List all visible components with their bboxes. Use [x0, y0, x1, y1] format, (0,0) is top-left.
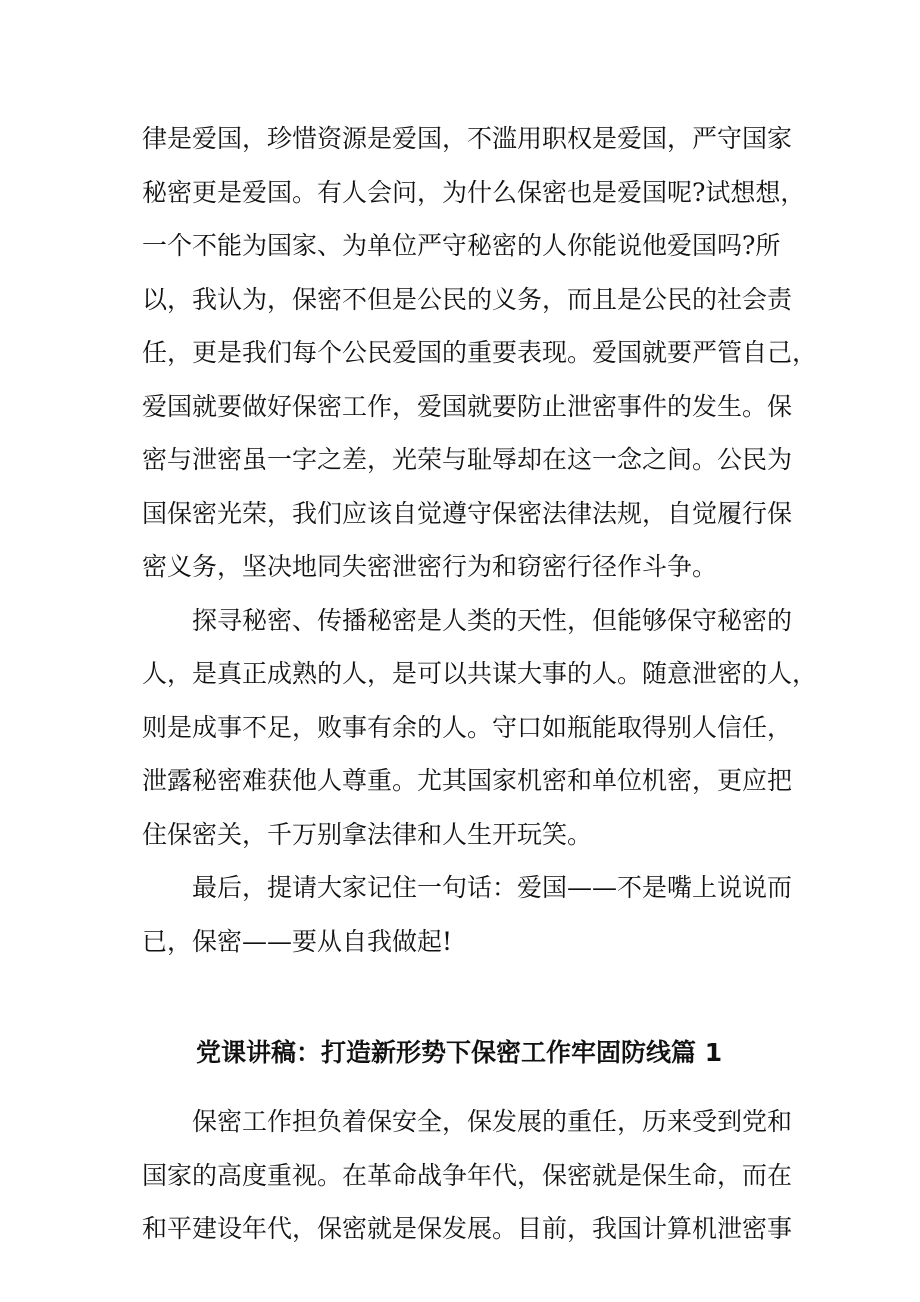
- text-line: 以，我认为，保密不但是公民的义务，而且是公民的社会责: [142, 284, 793, 314]
- text-line: 最后，提请大家记住一句话：爱国——不是嘴上说说而: [192, 873, 793, 902]
- text-line: 保密工作担负着保安全，保发展的重任，历来受到党和: [192, 1107, 793, 1136]
- text-line: 律是爱国，珍惜资源是爱国，不滥用职权是爱国，严守国家: [142, 124, 793, 153]
- text-line: 则是成事不足，败事有余的人。守口如瓶能取得别人信任，: [142, 712, 793, 742]
- text-line: 人，是真正成熟的人，是可以共谋大事的人。随意泄密的人，: [142, 659, 818, 688]
- paragraph-keeping-secrets: [142, 594, 818, 862]
- text-line: 国保密光荣，我们应该自觉遵守保密法律法规，自觉履行保: [142, 498, 793, 528]
- paragraph-closing: [142, 861, 793, 968]
- text-line: 泄露秘密难获他人尊重。尤其国家机密和单位机密，更应把: [142, 766, 793, 795]
- text-line: 密义务，坚决地同失密泄密行为和窃密行径作斗争。: [142, 552, 718, 581]
- section-heading: 党课讲稿：打造新形势下保密工作牢固防线篇 1: [196, 1038, 723, 1067]
- text-line: 已，保密——要从自我做起!: [142, 926, 453, 956]
- text-line: 探寻秘密、传播秘密是人类的天性，但能够保守秘密的: [192, 605, 793, 635]
- paragraph-patriotism-secrecy: [142, 112, 818, 594]
- paragraph-secrecy-work: [142, 1095, 793, 1256]
- text-line: 一个不能为国家、为单位严守秘密的人你能说他爱国吗?所: [142, 231, 781, 260]
- text-line: 密与泄密虽一字之差，光荣与耻辱却在这一念之间。公民为: [142, 445, 793, 474]
- text-line: 秘密更是爱国。有人会问，为什么保密也是爱国呢?试想想，: [142, 177, 806, 207]
- text-line: 国家的高度重视。在革命战争年代，保密就是保生命，而在: [142, 1160, 793, 1190]
- text-line: 任，更是我们每个公民爱国的重要表现。爱国就要严管自己，: [142, 338, 818, 367]
- document-body: [142, 112, 818, 1256]
- text-line: 住保密关，千万别拿法律和人生开玩笑。: [142, 819, 593, 849]
- text-line: 爱国就要做好保密工作，爱国就要防止泄密事件的发生。保: [142, 391, 793, 421]
- text-line: 和平建设年代，保密就是保发展。目前，我国计算机泄密事: [142, 1214, 793, 1243]
